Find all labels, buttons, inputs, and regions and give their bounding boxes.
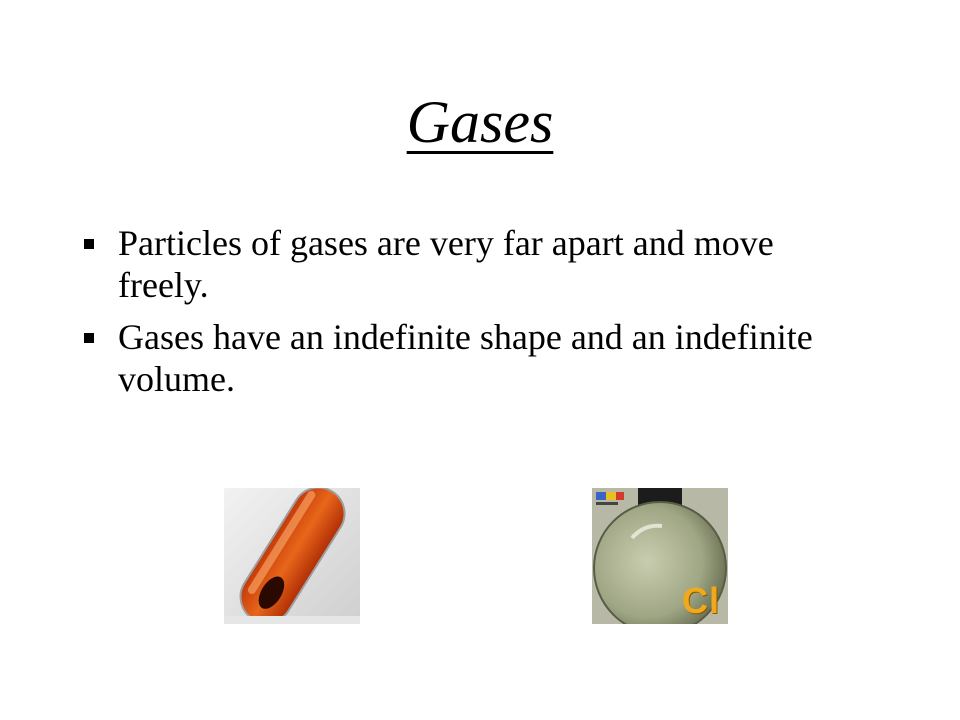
- bullet-text: Particles of gases are very far apart and move freely.: [118, 223, 774, 305]
- bullet-list: [84, 222, 844, 410]
- chlorine-symbol-label: Cl: [682, 580, 720, 621]
- bullet-item: [84, 222, 844, 306]
- square-bullet-icon: [84, 239, 94, 249]
- bullet-item: [84, 316, 844, 400]
- square-bullet-icon: [84, 333, 94, 343]
- bromine-vial-photo: [224, 488, 360, 624]
- chlorine-flask-photo: [592, 488, 728, 624]
- slide-title: Gases: [406, 89, 554, 155]
- bromine-vial-icon: [224, 488, 360, 624]
- bullet-text: Gases have an indefinite shape and an indefinite volume.: [118, 317, 813, 399]
